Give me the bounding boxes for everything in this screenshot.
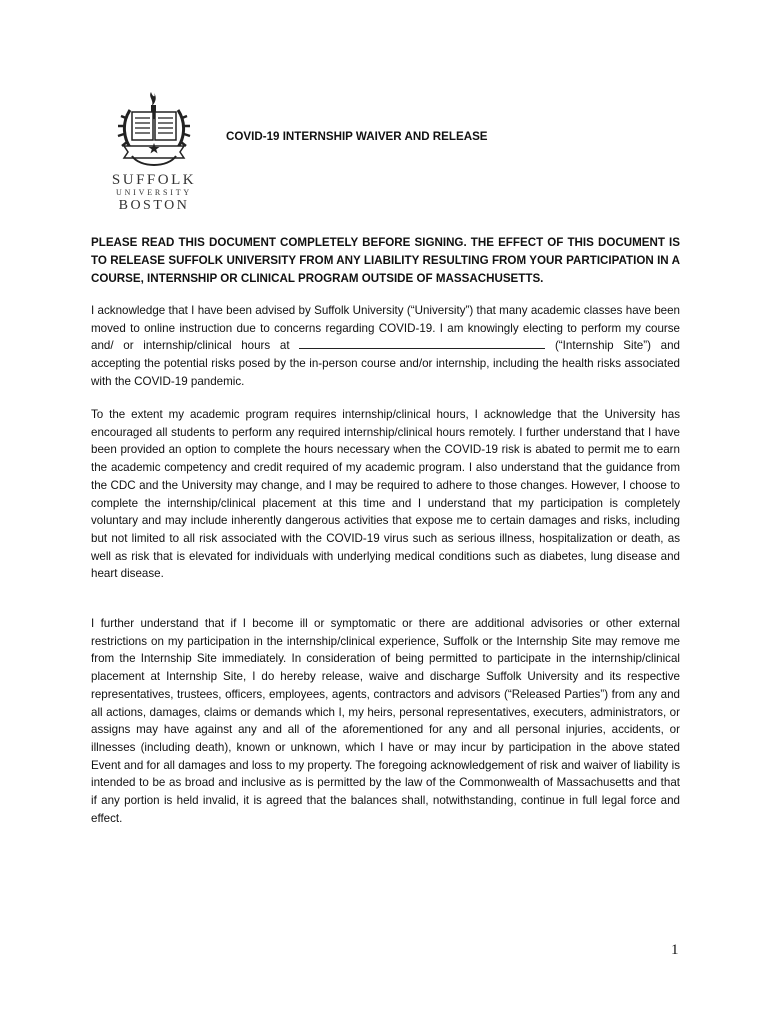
document-title: COVID-19 INTERNSHIP WAIVER AND RELEASE <box>226 130 488 143</box>
release-paragraph: I further understand that if I become ill or symptomatic or there are additional advisories or other external restrictions on my participation in the internship/clinical experience, Suffolk or the Internship Site may remove me from the Internship Site immediately. In consideration of being permitted to participate in the internship/clinical placement at Internship Site, I do hereby release, waive and discharge Suffolk University and its respective representatives, trustees, officers, employees, agents, contractors and advisors (“Released Parties”) from any and all actions, damages, claims or demands which I, my heirs, personal representatives, executers, administrators, or assigns may have against any and all of the aforementioned for any and all personal injuries, accidents, or illnesses (including death), known or unknown, which I have or may incur by participation in the above stated Event and for all damages and loss to my property. The foregoing acknowledgement of risk and waiver of liability is intended to be as broad and inclusive as is permitted by the law of the Commonwealth of Massachusetts and that if any portion is held invalid, it is agreed that the balances shall, notwithstanding, continue in full legal force and effect. <box>91 617 680 825</box>
internship-site-blank[interactable] <box>299 337 545 349</box>
logo-wordmark <box>110 172 198 213</box>
logo-line-boston: BOSTON <box>118 198 190 213</box>
paragraph-text-after-blank: (“Internship Site”) and accepting the potential risks posed by the in-person course and/or internship, including the health risks associated with the COVID-19 pandemic. <box>91 339 681 388</box>
page-number: 1 <box>671 942 679 958</box>
acknowledgement-paragraph <box>91 302 680 391</box>
suffolk-university-logo <box>110 88 198 218</box>
university-seal-icon <box>110 88 198 170</box>
paragraph-text-before-blank: I acknowledge that I have been advised by Suffolk University (“University”) that many academic classes have been moved to online instruction due to concerns regarding COVID-19. I am knowingly electing to perform my course and/ or internship/clinical hours at <box>91 304 680 353</box>
academic-program-paragraph: To the extent my academic program requires internship/clinical hours, I acknowledge that the University has encouraged all students to perform any required internship/clinical hours remotely. I further understand that I have been provided an option to complete the hours necessary when the COVID-19 risk is abated to permit me to earn the academic competency and credit required of my academic program. I also understand that the guidance from the CDC and the University may change, and I may be required to adhere to those changes. However, I choose to complete the internship/clinical placement at this time and I understand that my participation is completely voluntary and may include inherently dangerous activities that expose me to certain damages and risks, including but not limited to all risk associated with the COVID-19 virus such as serious illness, hospitalization or death, as well as risk that is elevated for individuals with underlying medical conditions such as diabetes, lung disease and heart disease. <box>91 408 680 581</box>
logo-line-university: UNIVERSITY <box>116 188 192 197</box>
logo-line-suffolk: SUFFOLK <box>111 172 197 188</box>
warning-notice: PLEASE READ THIS DOCUMENT COMPLETELY BEFORE SIGNING. THE EFFECT OF THIS DOCUMENT IS TO RELEASE SUFFOLK UNIVERSITY FROM ANY LIABILITY RESULTING FROM YOUR PARTICIPATION IN A COURSE, INTERNSHIP OR CLINICAL PROGRAM OUTSIDE OF MASSACHUSETTS. <box>91 236 680 285</box>
